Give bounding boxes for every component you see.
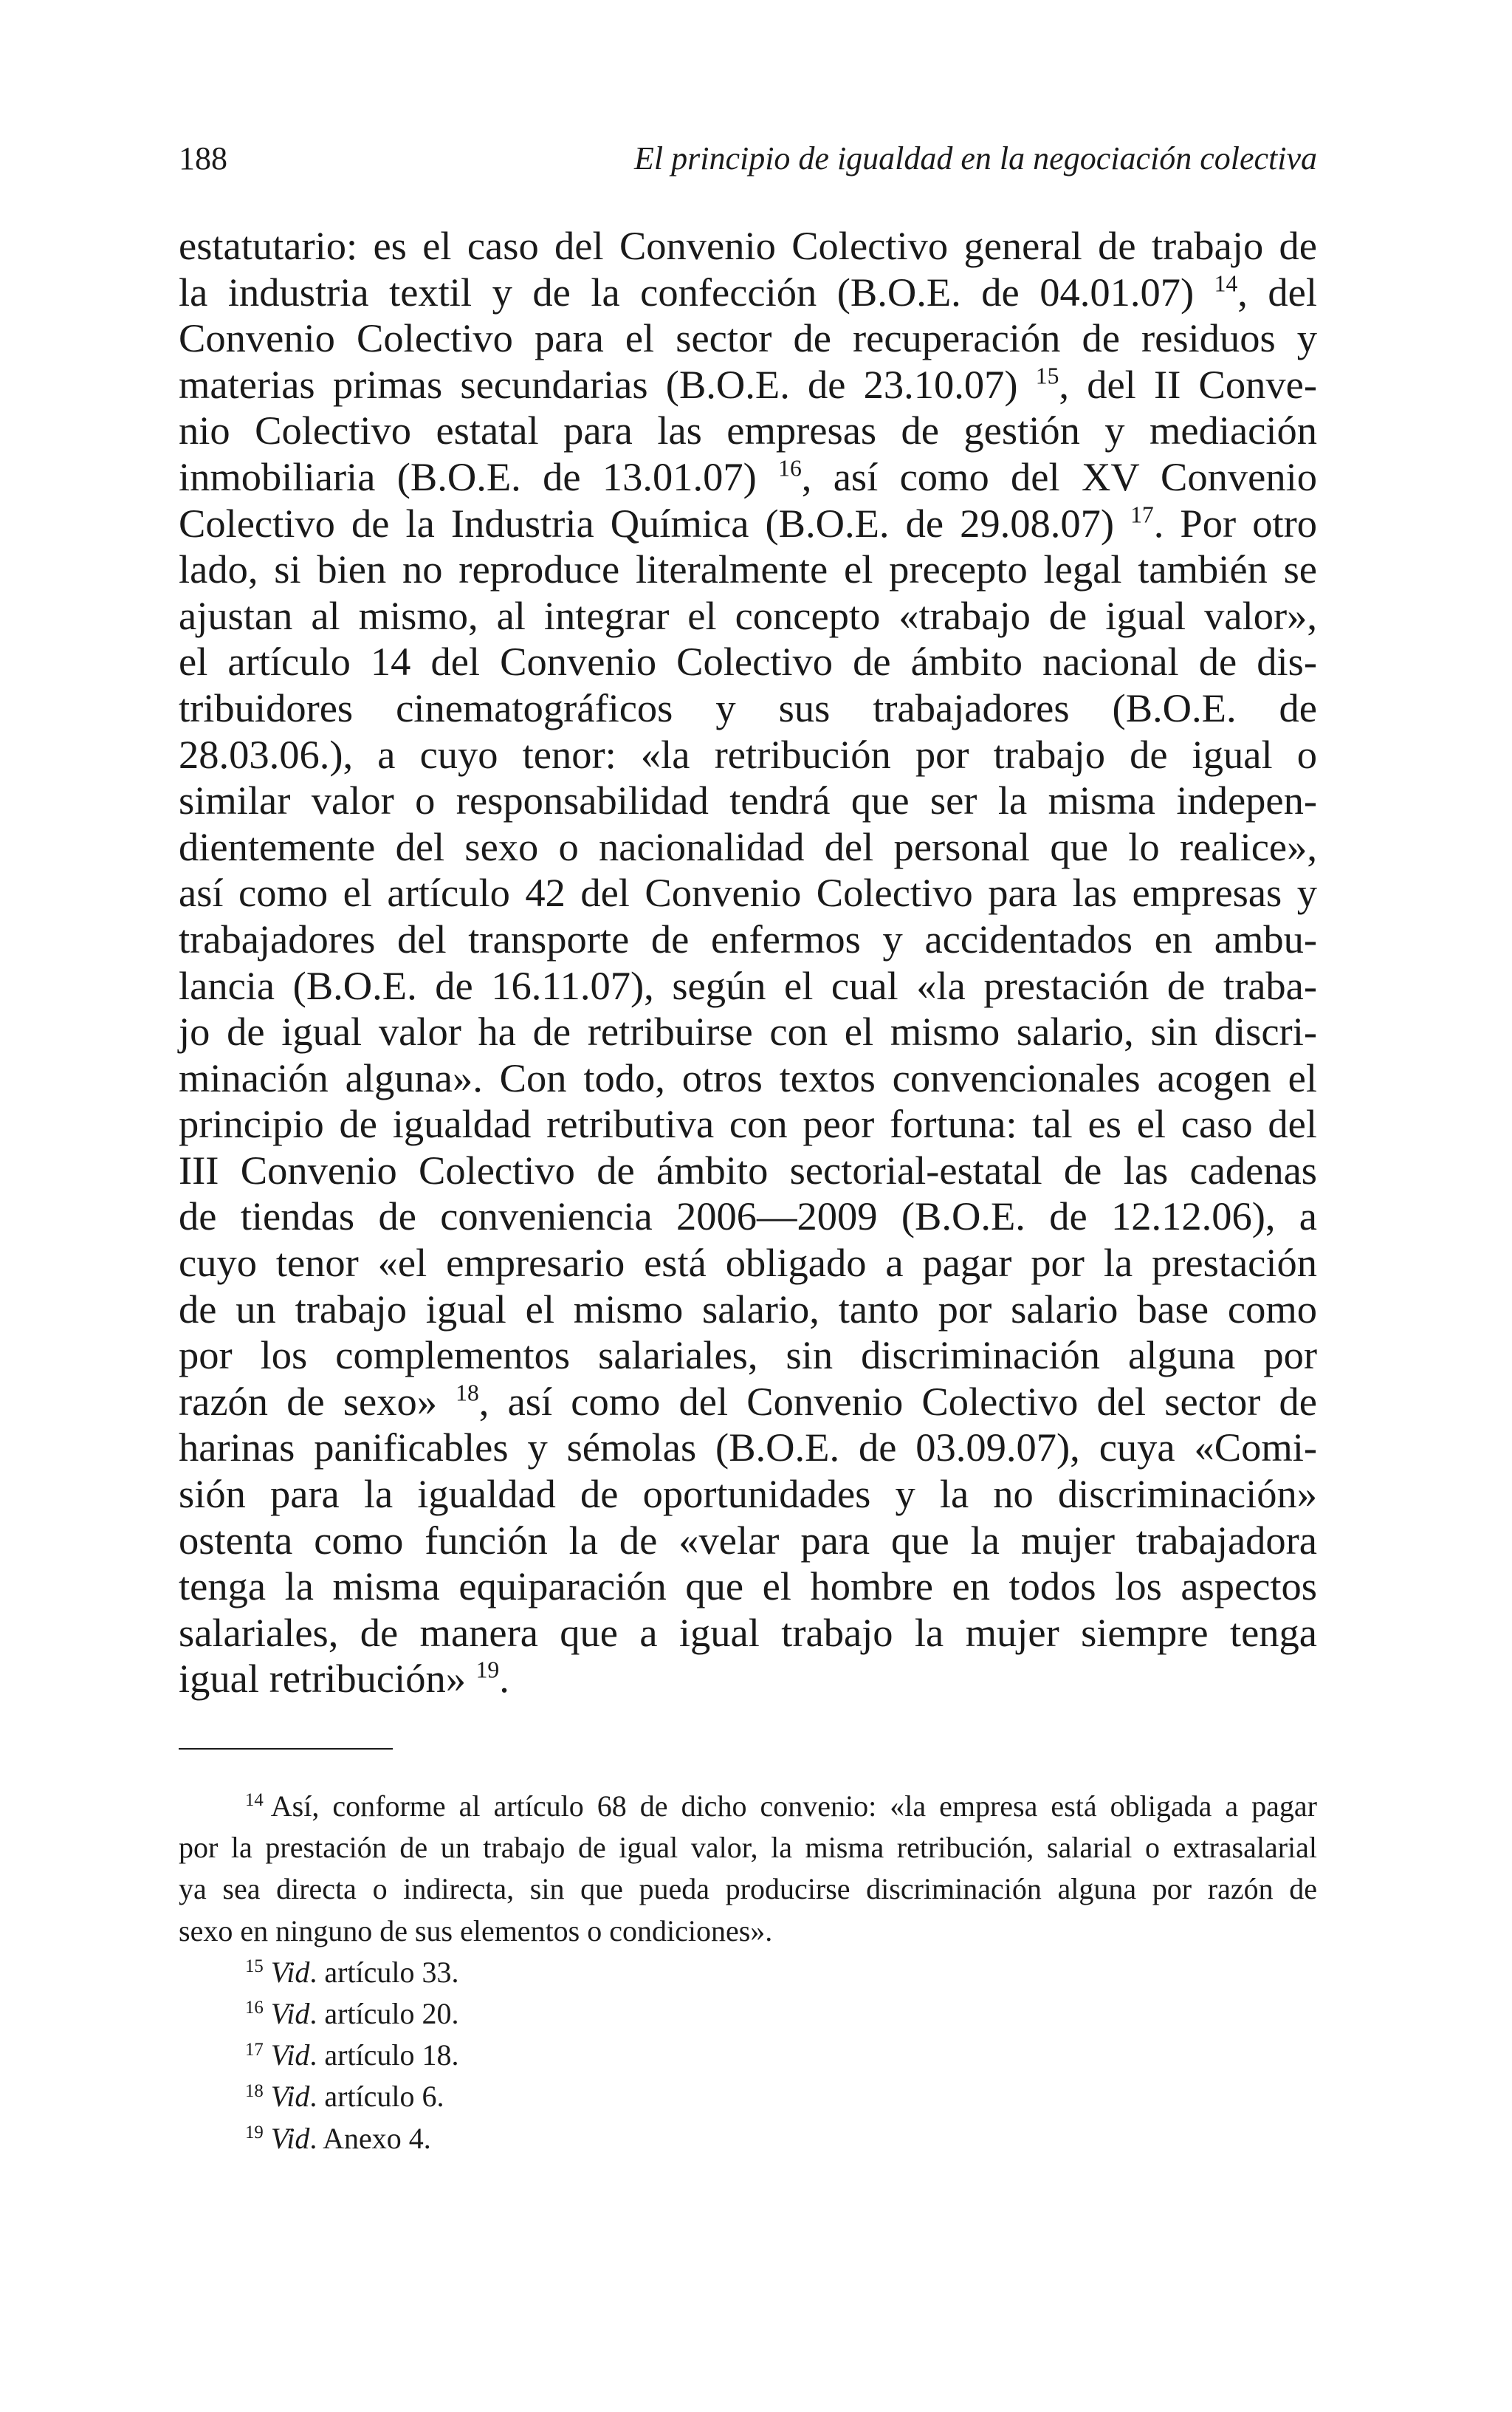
body-line: por los complementos salariales, sin discriminación alguna por [179, 1332, 1317, 1378]
body-line: Colectivo de la Industria Química (B.O.E. de 29.08.07) $^{17}$. Por otro [179, 500, 1318, 546]
body-paragraph [179, 223, 1317, 1702]
footnote-ref-15: 15 [1035, 363, 1059, 389]
footnote-mark: 14 [245, 1790, 264, 1811]
body-line: principio de igualdad retributiva con peor fortuna: tal es el caso del [179, 1101, 1317, 1147]
body-line: materias primas secundarias (B.O.E. de 23.10.07) $^{15}$, del II Conve- [179, 361, 1317, 407]
footnote-mark: 19 [245, 2123, 264, 2142]
footnote-ref-19: 19 [475, 1656, 500, 1683]
footnote-line: ya sea directa o indirecta, sin que pueda producirse discriminación alguna por razón de [179, 1872, 1317, 1906]
body-line: cuyo tenor «el empresario está obligado a pagar por la prestación [179, 1240, 1317, 1286]
body-line: Convenio Colectivo para el sector de recuperación de residuos y [179, 315, 1317, 361]
body-line: harinas panificables y sémolas (B.O.E. de 03.09.07), cuya «Comi- [179, 1425, 1317, 1470]
page-number: 188 [179, 140, 227, 177]
body-line: el artículo 14 del Convenio Colectivo de ámbito nacional de dis- [179, 639, 1317, 685]
body-line: tenga la misma equiparación que el hombre en todos los aspectos [179, 1563, 1317, 1609]
body-line: minación alguna». Con todo, otros textos convencionales acogen el [179, 1055, 1317, 1100]
footnote-ref-18: 18 [456, 1380, 479, 1406]
body-line: razón de sexo» $^{18}$, así como del Convenio Colectivo del sector de [179, 1378, 1317, 1424]
body-line: jo de igual valor ha de retribuirse con el mismo salario, sin discri- [179, 1009, 1317, 1055]
body-line: lado, si bien no reproduce literalmente el precepto legal también se [179, 547, 1317, 592]
footnote-line: sexo en ninguno de sus elementos o condiciones». [179, 1914, 773, 1947]
footnote-line: por la prestación de un trabajo de igual valor, la misma retribución, salarial o extrasalarial [179, 1831, 1317, 1865]
body-line: ajustan al mismo, al integrar el concepto «trabajo de igual valor», [179, 592, 1317, 638]
footnote-mark: 18 [245, 2080, 264, 2101]
footnote-18: $^{18}$ Vid. artículo 6. [245, 2080, 444, 2114]
footnote-ref-16: 16 [778, 455, 802, 482]
body-line: así como el artículo 42 del Convenio Colectivo para las empresas y [179, 870, 1317, 916]
footnote-15: $^{15}$ Vid. artículo 33. [245, 1955, 459, 1989]
footnote-16: $^{16}$ Vid. artículo 20. [245, 1997, 459, 2031]
body-line: III Convenio Colectivo de ámbito sectorial-estatal de las cadenas [179, 1147, 1317, 1193]
footnote-14 [179, 1786, 1317, 1952]
body-line: de un trabajo igual el mismo salario, tanto por salario base como [179, 1286, 1317, 1332]
body-line: dientemente del sexo o nacionalidad del personal que lo realice», [179, 823, 1317, 869]
footnote-line: $^{14}$ Así, conforme al artículo 68 de dicho convenio: «la empresa está obligada a pagar [245, 1789, 1317, 1823]
body-line: salariales, de manera que a igual trabajo la mujer siempre tenga [179, 1609, 1317, 1655]
body-line: igual retribución» $^{19}$. [179, 1656, 509, 1702]
footnote-mark: 16 [245, 1998, 264, 2018]
body-line: la industria textil y de la confección (B.O.E. de 04.01.07) $^{14}$, del [179, 269, 1317, 315]
body-line: estatutario: es el caso del Convenio Colectivo general de trabajo de [179, 223, 1317, 268]
body-line: ostenta como función la de «velar para que la mujer trabajadora [179, 1517, 1317, 1563]
footnote-mark: 15 [245, 1956, 264, 1977]
body-line: similar valor o responsabilidad tendrá que ser la misma indepen- [179, 778, 1317, 823]
body-line: 28.03.06.), a cuyo tenor: «la retribución por trabajo de igual o [179, 731, 1317, 777]
footnotes [179, 1786, 1317, 2159]
body-line: trabajadores del transporte de enfermos y accidentados en ambu- [179, 916, 1317, 962]
body-line: nio Colectivo estatal para las empresas de gestión y mediación [179, 408, 1317, 453]
body-line: lancia (B.O.E. de 16.11.07), según el cual «la prestación de traba- [179, 962, 1317, 1008]
body-line: sión para la igualdad de oportunidades y la no discriminación» [179, 1471, 1317, 1517]
footnote-19: $^{19}$ Vid. Anexo 4. [245, 2121, 431, 2155]
body-line: tribuidores cinematográficos y sus trabajadores (B.O.E. de [179, 685, 1317, 730]
body-line: inmobiliaria (B.O.E. de 13.01.07) $^{16}$, así como del XV Convenio [179, 453, 1317, 499]
footnote-17: $^{17}$ Vid. artículo 18. [245, 2038, 459, 2072]
footnote-separator [179, 1748, 393, 1750]
footnote-mark: 17 [245, 2039, 264, 2060]
body-line: de tiendas de conveniencia 2006—2009 (B.O.E. de 12.12.06), a [179, 1193, 1317, 1239]
running-title: El principio de igualdad en la negociación colectiva [634, 140, 1317, 177]
footnote-ref-17: 17 [1130, 501, 1154, 527]
footnote-ref-14: 14 [1214, 270, 1238, 296]
